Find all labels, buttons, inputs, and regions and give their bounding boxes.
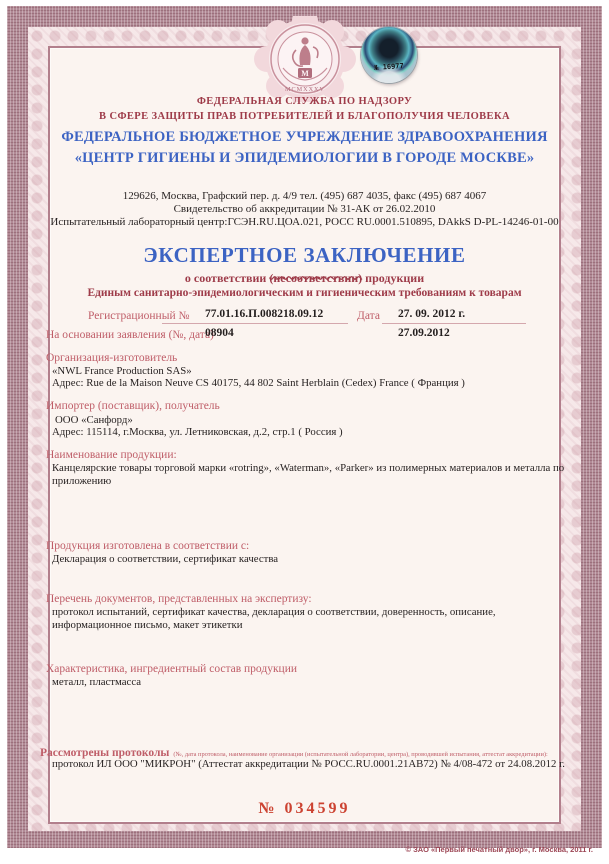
date-label: Дата — [357, 310, 380, 322]
org-name-line2: «ЦЕНТР ГИГИЕНЫ И ЭПИДЕМИОЛОГИИ В ГОРОДЕ МОСКВЕ» — [74, 150, 535, 166]
manufacturer-label: Организация-изготовитель — [46, 352, 178, 364]
agency-name-line2: В СФЕРЕ ЗАЩИТЫ ПРАВ ПОТРЕБИТЕЛЕЙ И БЛАГОПОЛУЧИЯ ЧЕЛОВЕКА — [99, 111, 510, 122]
basis-value: 08904 — [205, 327, 234, 339]
importer-address: Адрес: 115114, г.Москва, ул. Летниковская, д.2, стр.1 ( Россия ) — [52, 426, 343, 438]
org-address: 129626, Москва, Графский пер. д. 4/9 тел. (495) 687 4035, факс (495) 687 4067 — [122, 190, 487, 202]
protocols-label: Рассмотрены протоколы — [40, 747, 170, 759]
seal-year: MCMXXXV — [284, 86, 326, 93]
document-title: ЭКСПЕРТНОЕ ЗАКЛЮЧЕНИЕ — [143, 243, 466, 267]
documents-text: протокол испытаний, сертификат качества, декларация о соответствии, доверенность, описание, информационное письмо, макет этикетки — [52, 606, 496, 632]
protocols-label-small: (№, дата протокола, наименование организации (испытательной лаборатории, центра), проводившей испытания, аттестат аккредитации): — [173, 751, 548, 758]
lab-center-line: Испытательный лабораторный центр:ГСЭН.RU.ЦОА.021, РОСС RU.0001.510895, DAkkS D-PL-14246-01-00 — [50, 216, 559, 228]
org-name-line1: ФЕДЕРАЛЬНОЕ БЮДЖЕТНОЕ УЧРЕЖДЕНИЕ ЗДРАВООХРАНЕНИЯ — [61, 129, 548, 145]
characteristics-label: Характеристика, ингредиентный состав продукции — [46, 663, 298, 675]
org-accreditation: Свидетельство об аккредитации № 31-АК от 26.02.2010 — [173, 203, 436, 215]
subtitle-struck-word: (несоответствии) — [269, 271, 363, 285]
subtitle-suffix: продукции — [362, 271, 425, 285]
seal-monogram: M — [301, 69, 309, 78]
date-value: 27. 09. 2012 г. — [398, 308, 466, 320]
date-underline — [382, 322, 526, 324]
basis-label: На основании заявления (№, дата) — [46, 329, 214, 341]
protocols-text: протокол ИЛ ООО "МИКРОН" (Аттестат аккредитации № РОСС.RU.0001.21АВ72) № 4/08-472 от 24.08.2012 г. — [52, 758, 566, 770]
documents-label: Перечень документов, представленных на экспертизу: — [46, 593, 312, 605]
sanitary-service-seal — [250, 16, 360, 102]
registration-underline — [162, 322, 348, 324]
blank-serial-number: № 034599 — [258, 800, 351, 817]
document-subtitle2: Единым санитарно-эпидемиологическим и гигиеническим требованиям к товарам — [87, 287, 522, 299]
product-text: Канцелярские товары торговой марки «rotring», «Waterman», «Parker» из полимерных материалов и металла по приложению — [52, 462, 565, 488]
characteristics-text: металл, пластмасса — [52, 676, 142, 688]
product-label: Наименование продукции: — [46, 449, 177, 461]
hologram-sticker — [361, 27, 417, 83]
made-according-label: Продукция изготовлена в соответствии с: — [46, 540, 250, 552]
manufacturer-name: «NWL France Production SAS» — [52, 365, 192, 377]
document-subtitle — [48, 271, 561, 286]
basis-date-value: 27.09.2012 — [398, 327, 450, 339]
subtitle-prefix: о соответствии — [184, 271, 270, 285]
agency-name-line1: ФЕДЕРАЛЬНАЯ СЛУЖБА ПО НАДЗОРУ — [196, 96, 413, 107]
importer-name: ООО «Санфорд» — [55, 414, 133, 426]
printer-imprint: © ЗАО «Первый печатный двор», г. Москва, 2011 г. — [405, 845, 593, 854]
made-according-text: Декларация о соответствии, сертификат качества — [52, 553, 279, 565]
importer-label: Импортер (поставщик), получатель — [46, 400, 220, 412]
registration-number-label: Регистрационный № — [88, 310, 190, 322]
manufacturer-address: Адрес: Rue de la Maison Neuve CS 40175, 44 802 Saint Herblain (Cedex) France ( Франция ) — [52, 377, 465, 389]
hologram-number: № 16977 — [373, 61, 404, 73]
registration-number-value: 77.01.16.П.008218.09.12 — [205, 308, 324, 320]
